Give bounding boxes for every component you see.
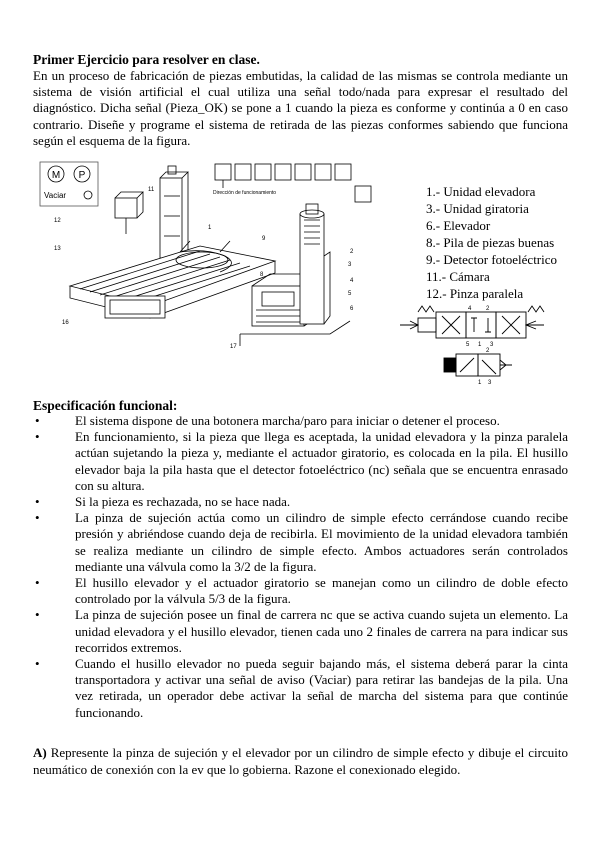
port-4-label: 4	[468, 306, 472, 312]
parts-stack	[240, 274, 350, 346]
bullet: •	[35, 494, 40, 510]
list-item	[33, 413, 568, 429]
callout-8: 8	[260, 272, 264, 278]
intro-paragraph: En un proceso de fabricación de piezas embutidas, la calidad de las mismas se controla mediante un sistema de visión artificial el cual utiliza una señal todo/nada para expresar el resultado del diagnóstico. Dicha señal (Pieza_OK) se pone a 1 cuando la pieza es conforme y continúa a 0 en caso contrario. Diseñe y programe el sistema de retirada de las piezas conformes sabiendo que funciona según el esquema de la figura.	[33, 68, 568, 148]
legend-item: 9.- Detector fotoeléctrico	[426, 252, 558, 267]
legend-item: 8.- Pila de piezas buenas	[426, 235, 555, 250]
control-panel	[40, 162, 98, 206]
p-button-label: P	[78, 170, 86, 181]
list-item-text: Si la pieza es rechazada, no se hace nada.	[75, 494, 291, 510]
exercise-title: Primer Ejercicio para resolver en clase.	[33, 52, 260, 67]
spec-title: Especificación funcional:	[33, 398, 178, 413]
callout-6: 6	[350, 306, 354, 312]
m-button-label: M	[51, 170, 61, 181]
callout-13: 13	[54, 246, 61, 252]
legend-item: 12.- Pinza paralela	[426, 286, 524, 301]
port-1-label: 1	[478, 342, 482, 348]
list-item-text: La pinza de sujeción posee un final de carrera nc que se activa cuando sujeta un elemento. La unidad elevadora y el husillo elevador, tienen cada uno 2 finales de carrera na para indicar sus recorridos extremos.	[75, 607, 568, 655]
port-5-label: 5	[466, 342, 470, 348]
spec-list	[33, 413, 568, 721]
valve-symbols	[396, 304, 566, 386]
list-item	[33, 656, 568, 721]
sequence-diagram	[213, 164, 371, 202]
question-label: A)	[33, 745, 47, 760]
callout-17: 17	[230, 344, 237, 350]
list-item	[33, 429, 568, 494]
question-text: Represente la pinza de sujeción y el elevador por un cilindro de simple efecto y dibuje el circuito neumático de conexión con la ev que lo gobierna. Razone el conexionado elegido.	[33, 745, 568, 777]
callout-3: 3	[348, 262, 352, 268]
elevator-tower	[300, 204, 330, 324]
camera	[115, 192, 143, 234]
legend-item: 11.- Cámara	[426, 269, 490, 284]
callout-9: 9	[262, 236, 266, 242]
valve-5-3	[400, 306, 544, 348]
legend-item: 3.- Unidad giratoria	[426, 201, 529, 216]
vaciar-label: Vaciar	[44, 191, 67, 200]
port-2-label: 2	[486, 306, 490, 312]
bullet: •	[35, 607, 40, 623]
callout-11: 11	[148, 187, 155, 193]
list-item-text: La pinza de sujeción actúa como un cilindro de simple efecto cerrándose cuando recibe presión y abriéndose cuando deja de recibirla. El movimiento de la unidad elevadora también se realiza mediante un cilindro de simple efecto. Ambos actuadores serán controlados mediante una válvula como la 3/2 de la figura.	[75, 510, 568, 574]
legend-item: 1.- Unidad elevadora	[426, 184, 536, 199]
callout-5: 5	[348, 291, 352, 297]
machine-figure	[30, 156, 380, 360]
list-item-text: El husillo elevador y el actuador giratorio se manejan como un cilindro de doble efecto controlado por la válvula 5/3 de la figura.	[75, 575, 568, 607]
callout-1: 1	[208, 225, 212, 231]
callout-16: 16	[62, 320, 69, 326]
bullet: •	[35, 413, 40, 428]
list-item-text: El sistema dispone de una botonera marcha/paro para iniciar o detener el proceso.	[75, 413, 500, 428]
port-3-label: 3	[490, 342, 494, 348]
list-item	[33, 575, 568, 607]
bullet: •	[35, 429, 40, 445]
callout-2: 2	[350, 249, 354, 255]
figure-legend	[426, 183, 557, 302]
list-item	[33, 510, 568, 575]
list-item	[33, 607, 568, 656]
bullet: •	[35, 575, 40, 591]
list-item-text: Cuando el husillo elevador no pueda seguir bajando más, el sistema deberá parar la cinta transportadora y activar una señal de aviso (Vaciar) para retirar las bandejas de la pila. Una vez retirada, un operador debe activar la señal de marcha del sistema para que continúe funcionando.	[75, 656, 568, 720]
bullet: •	[35, 510, 40, 526]
list-item-text: En funcionamiento, si la pieza que llega es aceptada, la unidad elevadora y la pinza paralela actúan sujetando la pieza y, mediante el actuador giratorio, es colocada en la pila. El husillo elevador baja la pila hasta que el detector fotoeléctrico (nc) señala que se encuentra enrasado con su altura.	[75, 429, 568, 493]
operation-direction-note: Dirección de funcionamiento	[213, 190, 277, 196]
bullet: •	[35, 656, 40, 672]
small-port-2-label: 2	[486, 348, 490, 354]
legend-item: 6.- Elevador	[426, 218, 491, 233]
lifting-unit	[160, 166, 188, 258]
small-port-3-label: 3	[488, 380, 492, 386]
question-a	[33, 744, 568, 778]
list-item	[33, 494, 568, 510]
callout-4: 4	[350, 278, 354, 284]
valve-3-2	[444, 348, 512, 386]
callout-12: 12	[54, 218, 61, 224]
small-port-1-label: 1	[478, 380, 482, 386]
